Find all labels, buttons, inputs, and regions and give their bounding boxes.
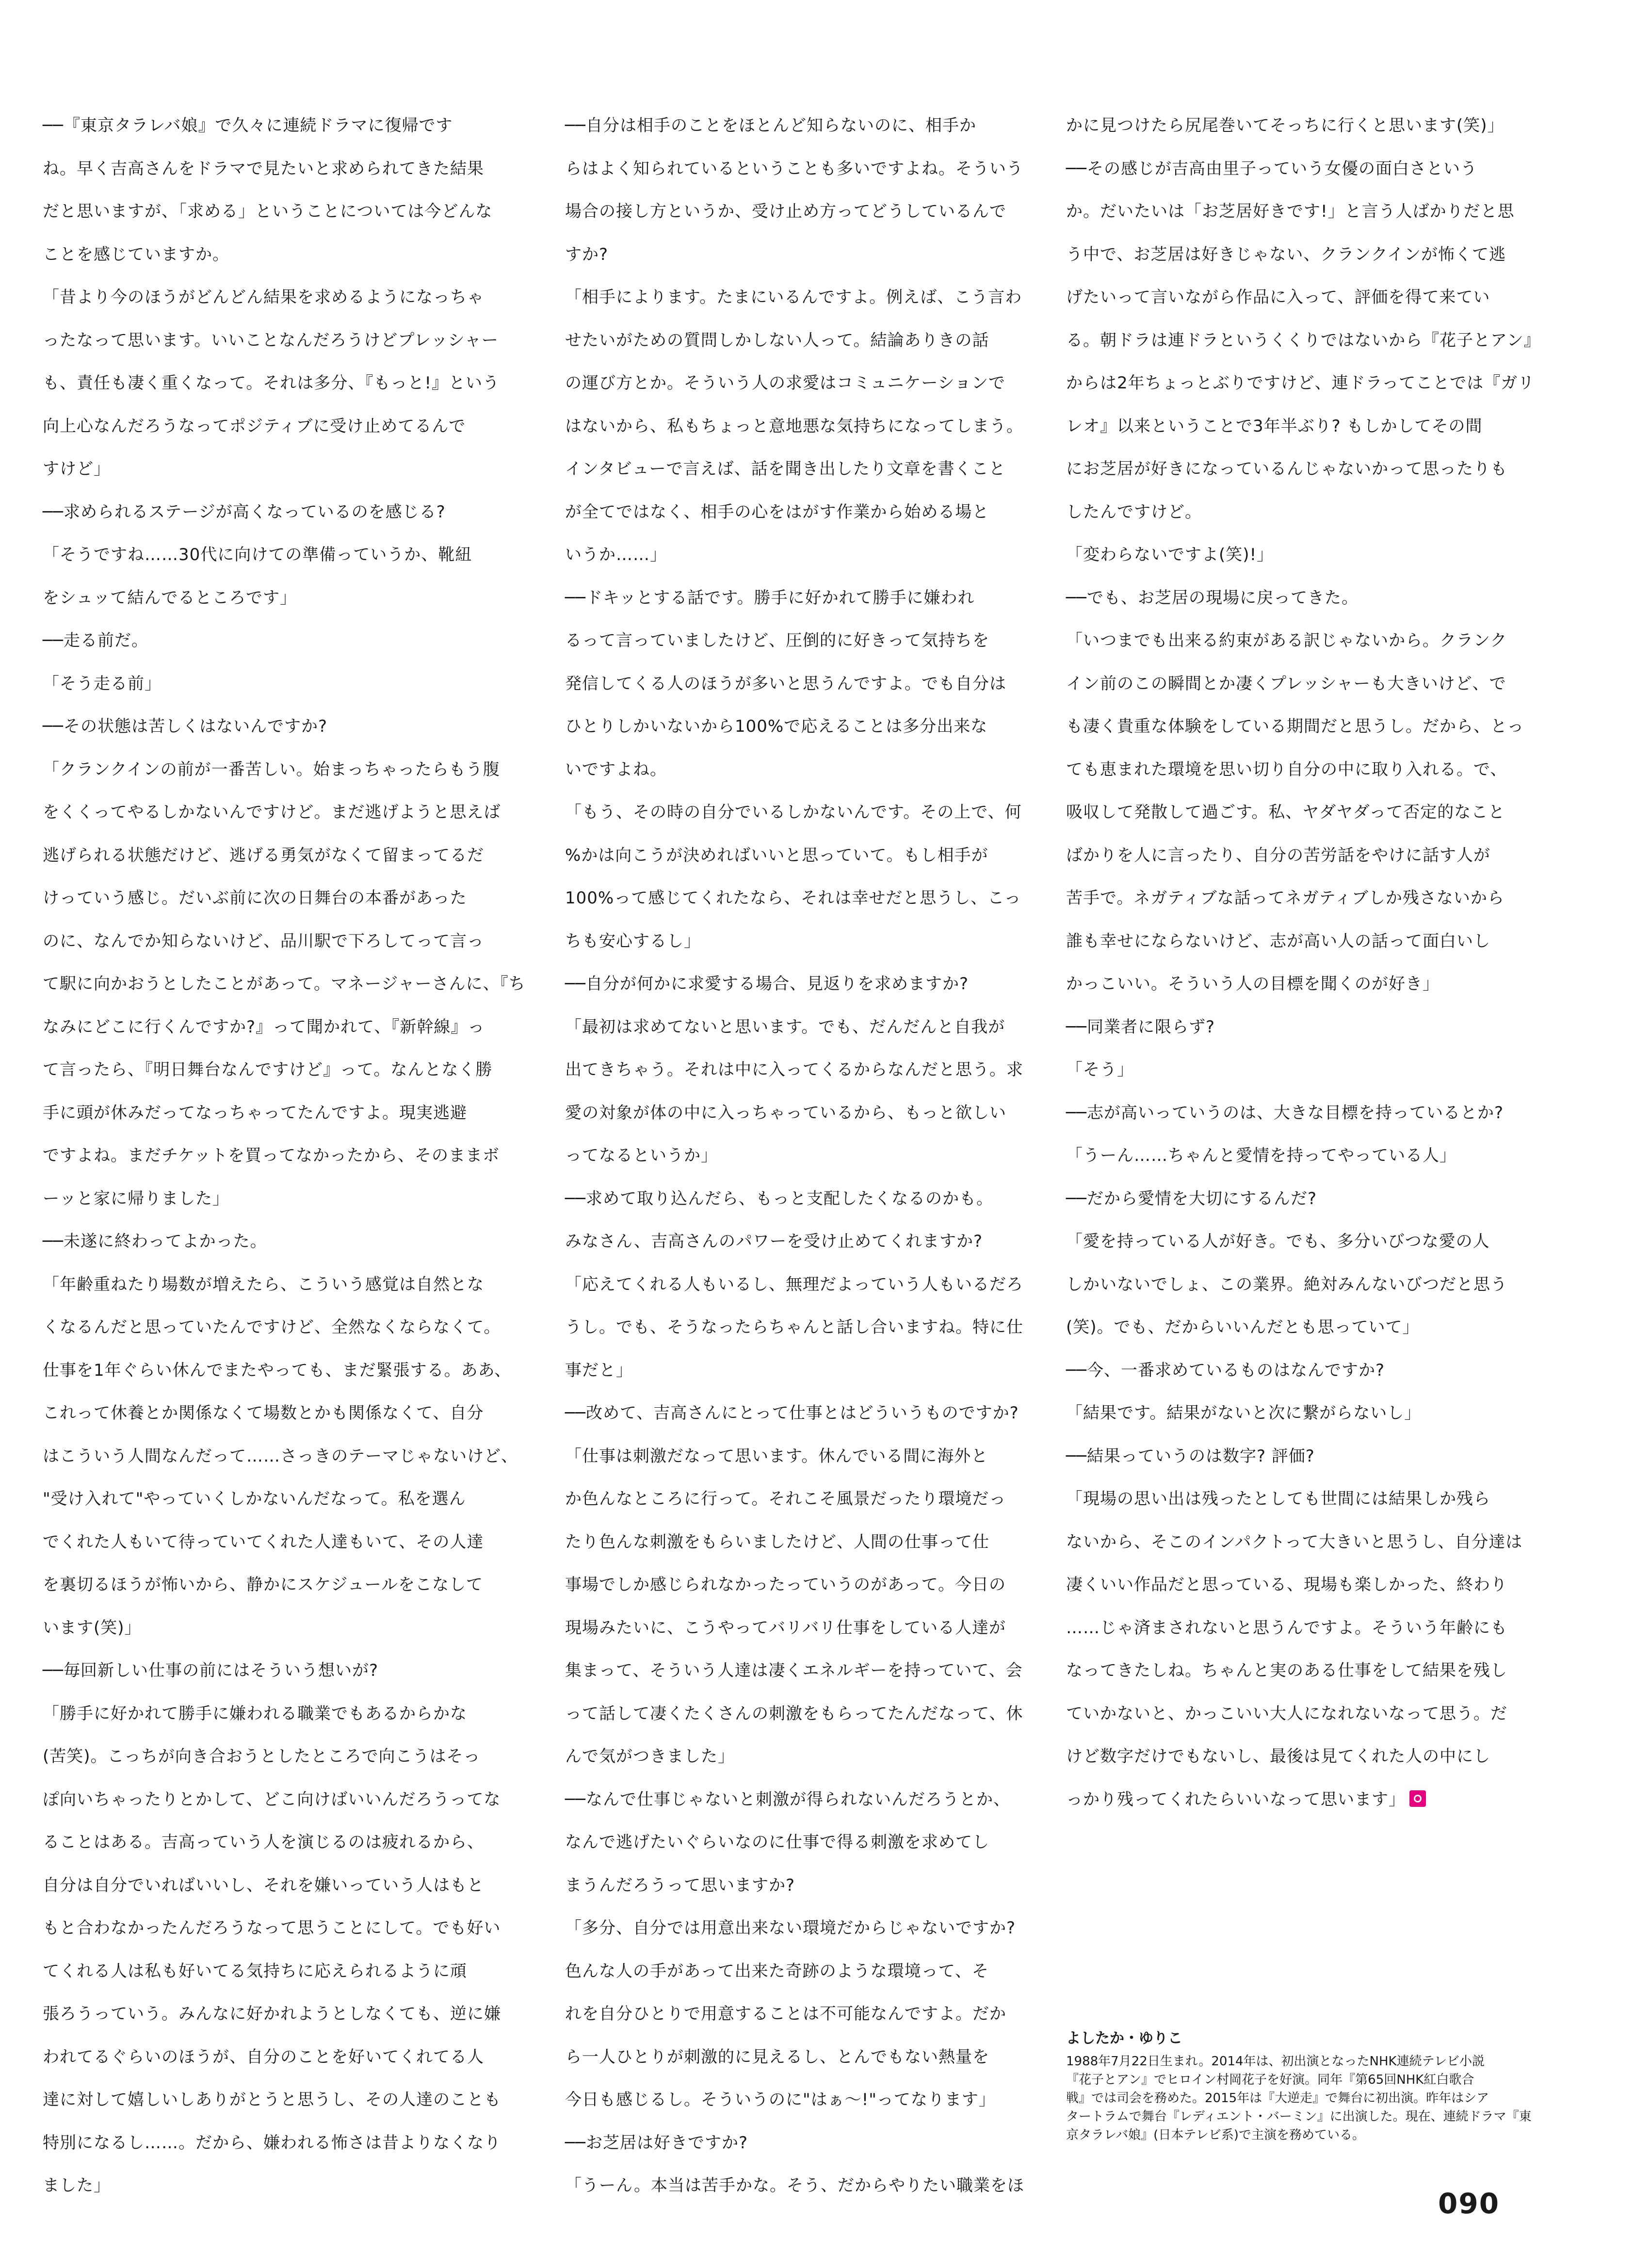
article-line: だと思いますが、「求める」ということについては今どんな xyxy=(43,202,493,221)
article-line: う中で、お芝居は好きじゃない、クランクインが怖くて逃 xyxy=(1066,244,1506,264)
article-line: いうか……」 xyxy=(565,545,667,564)
article-line: まうんだろうって思いますか? xyxy=(565,1875,795,1895)
article-line: んで気がつきました」 xyxy=(565,1747,735,1766)
article-line: 「結果です。結果がないと次に繋がらないし」 xyxy=(1066,1403,1422,1423)
article-line: 「相手によります。たまにいるんですよ。例えば、こう言わ xyxy=(565,288,1022,307)
article-line: 「愛を持っている人が好き。でも、多分いびつな愛の人 xyxy=(1066,1232,1490,1251)
article-line: 「最初は求めてないと思います。でも、だんだんと自我が xyxy=(565,1017,1005,1037)
article-line: 「昔より今のほうがどんどん結果を求めるようになっちゃ xyxy=(43,288,484,307)
article-line: 愛の対象が体の中に入っちゃっているから、もっと欲しい xyxy=(565,1103,1006,1123)
article-line: かに見つけたら尻尾巻いてそっちに行くと思います(笑)」 xyxy=(1066,116,1504,135)
article-line: ら一人ひとりが刺激的に見えるし、とんでもない熱量を xyxy=(565,2047,989,2067)
article-line: なみにどこに行くんですか?』って聞かれて、『新幹線』っ xyxy=(43,1017,485,1037)
article-line: ました」 xyxy=(43,2176,111,2195)
profile-text xyxy=(1066,2052,1532,2144)
article-line: (笑)。でも、だからいいんだとも思っていて」 xyxy=(1066,1318,1420,1337)
article-line: 仕事を1年ぐらい休んでまたやっても、まだ緊張する。ああ、 xyxy=(43,1360,512,1380)
article-line: ──なんで仕事じゃないと刺激が得られないんだろうとか、 xyxy=(565,1789,1010,1809)
article-column-3 xyxy=(1066,104,1541,1821)
article-line: 発信してくる人のほうが多いと思うんですよ。でも自分は xyxy=(565,674,1006,693)
article-line: って話して凄くたくさんの刺激をもらってたんだなって、休 xyxy=(565,1704,1023,1723)
article-line: 「クランクインの前が一番苦しい。始まっちゃったらもう腹 xyxy=(43,759,500,779)
article-line: ──自分は相手のことをほとんど知らないのに、相手か xyxy=(565,116,976,135)
article-line: でくれた人もいて待っていてくれた人達もいて、その人達 xyxy=(43,1532,484,1552)
article-line: るって言っていましたけど、圧倒的に好きって気持ちを xyxy=(565,631,989,650)
article-line: 「仕事は刺激だなって思います。休んでいる間に海外と xyxy=(565,1446,988,1466)
page-number: 090 xyxy=(1438,2187,1500,2220)
article-line: ──その感じが吉高由里子っていう女優の面白さという xyxy=(1066,159,1477,178)
article-line: 事だと」 xyxy=(565,1360,633,1380)
article-line: なってきたしね。ちゃんと実のある仕事をして結果を残し xyxy=(1066,1661,1507,1680)
article-line: ──走る前だ。 xyxy=(43,631,148,650)
article-line: 集まって、そういう人達は凄くエネルギーを持っていて、会 xyxy=(565,1661,1023,1680)
article-line: もと合わなかったんだろうなって思うことにして。でも好い xyxy=(43,1918,501,1938)
article-line: ──でも、お芝居の現場に戻ってきた。 xyxy=(1066,588,1359,608)
article-line: すか? xyxy=(565,244,609,264)
article-line: ていかないと、かっこいい大人になれないなって思う。だ xyxy=(1066,1704,1507,1723)
profile-box xyxy=(1066,2027,1532,2144)
article-line: か色んなところに行って。それこそ風景だったり環境だっ xyxy=(565,1489,1006,1509)
profile-line: 1988年7月22日生まれ。2014年は、初出演となったNHK連続テレビ小説 xyxy=(1066,2054,1485,2069)
article-line: けど数字だけでもないし、最後は見てくれた人の中にし xyxy=(1066,1747,1490,1766)
article-column-2 xyxy=(565,104,1031,2207)
article-line: の運び方とか。そういう人の求愛はコミュニケーションで xyxy=(565,373,1005,393)
article-line: て駅に向かおうとしたことがあって。マネージャーさんに、『ち xyxy=(43,974,526,994)
article-line: にお芝居が好きになっているんじゃないかって思ったりも xyxy=(1066,459,1507,479)
article-line: 「多分、自分では用意出来ない環境だからじゃないですか? xyxy=(565,1918,1016,1938)
article-line: "受け入れて"やっていくしかないんだなって。私を選ん xyxy=(43,1489,466,1509)
article-line: 凄くいい作品だと思っている、現場も楽しかった、終わり xyxy=(1066,1575,1507,1594)
article-line: 苦手で。ネガティブな話ってネガティブしか残さないから xyxy=(1066,888,1504,908)
article-line: 特別になるし……。だから、嫌われる怖さは昔よりなくなり xyxy=(43,2133,501,2153)
article-line: を裏切るほうが怖いから、静かにスケジュールをこなして xyxy=(43,1575,483,1594)
article-line: われてるぐらいのほうが、自分のことを好いてくれてる人 xyxy=(43,2047,484,2067)
article-line: 逃げられる状態だけど、逃げる勇気がなくて留まってるだ xyxy=(43,845,484,865)
article-line: 「もう、その時の自分でいるしかないんです。その上で、何 xyxy=(565,803,1022,822)
article-line: 事場でしか感じられなかったっていうのがあって。今日の xyxy=(565,1575,1006,1594)
profile-line: 『花子とアン』でヒロイン村岡花子を好演。同年『第65回NHK紅白歌合 xyxy=(1066,2073,1474,2087)
article-line: ──ドキッとする話です。勝手に好かれて勝手に嫌われ xyxy=(565,588,975,608)
article-line: のに、なんでか知らないけど、品川駅で下ろしてって言っ xyxy=(43,931,484,951)
article-line: 向上心なんだろうなってポジティブに受け止めてるんで xyxy=(43,416,466,436)
article-line: 今日も感じるし。そういうのに"はぁ〜!"ってなります」 xyxy=(565,2090,996,2109)
article-line: ちも安心するし」 xyxy=(565,931,701,951)
article-line: が全てではなく、相手の心をはがす作業から始める場と xyxy=(565,502,989,522)
article-line: っかり残ってくれたらいいなって思います」 xyxy=(1066,1778,1532,1821)
article-line: る。朝ドラは連ドラというくくりではないから『花子とアン』 xyxy=(1066,330,1541,350)
article-column-1 xyxy=(43,104,526,2207)
article-line: 「うーん。本当は苦手かな。そう、だからやりたい職業をほ xyxy=(565,2176,1025,2195)
article-line: はこういう人間なんだって……さっきのテーマじゃないけど、 xyxy=(43,1446,518,1466)
article-line: いですよね。 xyxy=(565,759,667,779)
article-line: ──求めて取り込んだら、もっと支配したくなるのかも。 xyxy=(565,1189,993,1208)
article-line: れを自分ひとりで用意することは不可能なんですよ。だか xyxy=(565,2004,1006,2024)
article-line: ってなるというか」 xyxy=(565,1146,718,1165)
article-line: 「勝手に好かれて勝手に嫌われる職業でもあるからかな xyxy=(43,1704,467,1723)
article-line: ことを感じていますか。 xyxy=(43,244,229,264)
article-line: ね。早く吉高さんをドラマで見たいと求められてきた結果 xyxy=(43,159,484,178)
article-line: ──その状態は苦しくはないんですか? xyxy=(43,717,327,736)
article-line: も、責任も凄く重くなって。それは多分、『もっと!』という xyxy=(43,373,500,393)
article-line: 手に頭が休みだってなっちゃってたんですよ。現実逃避 xyxy=(43,1103,467,1123)
article-line: うし。でも、そうなったらちゃんと話し合いますね。特に仕 xyxy=(565,1318,1023,1337)
article-line: したんですけど。 xyxy=(1066,502,1202,522)
article-line: %かは向こうが決めればいいと思っていて。もし相手が xyxy=(565,845,988,865)
profile-line: 京タラレバ娘』(日本テレビ系)で主演を務めている。 xyxy=(1066,2128,1365,2142)
article-line: 「そう走る前」 xyxy=(43,674,162,693)
article-line: ることはある。吉高っていう人を演じるのは疲れるから、 xyxy=(43,1833,484,1852)
article-line: 100%って感じてくれたなら、それは幸せだと思うし、こっ xyxy=(565,888,1021,908)
article-line: 「そう」 xyxy=(1066,1060,1134,1079)
article-line: インタビューで言えば、話を聞き出したり文章を書くこと xyxy=(565,459,1006,479)
article-line: 色んな人の手があって出来た奇跡のような環境って、そ xyxy=(565,1961,989,1981)
article-line: 場合の接し方というか、受け止め方ってどうしているんで xyxy=(565,202,1006,221)
article-line: 自分は自分でいればいいし、それを嫌いっていう人はもと xyxy=(43,1875,484,1895)
article-line: ひとりしかいないから100%で応えることは多分出来な xyxy=(565,717,988,736)
article-line: 吸収して発散して過ごす。私、ヤダヤダって否定的なこと xyxy=(1066,803,1505,822)
article-line: かっこいい。そういう人の目標を聞くのが好き」 xyxy=(1066,974,1440,994)
article-line: ーッと家に帰りました」 xyxy=(43,1189,229,1208)
article-line: 「応えてくれる人もいるし、無理だよっていう人もいるだろ xyxy=(565,1274,1023,1294)
article-line: 出てきちゃう。それは中に入ってくるからなんだと思う。求 xyxy=(565,1060,1023,1079)
article-line: も凄く貴重な体験をしている期間だと思うし。だから、とっ xyxy=(1066,717,1524,736)
article-line: けっていう感じ。だいぶ前に次の日舞台の本番があった xyxy=(43,888,467,908)
article-line: 「現場の思い出は残ったとしても世間には結果しか残ら xyxy=(1066,1489,1490,1509)
article-line: います(笑)」 xyxy=(43,1618,142,1638)
article-line: イン前のこの瞬間とか凄くプレッシャーも大きいけど、で xyxy=(1066,674,1506,693)
article-line: しかいないでしょ、この業界。絶対みんないびつだと思う xyxy=(1066,1274,1507,1294)
article-line: 誰も幸せにならないけど、志が高い人の話って面白いし xyxy=(1066,931,1490,951)
article-line: はないから、私もちょっと意地悪な気持ちになってしまう。 xyxy=(565,416,1023,436)
article-line: 「うーん……ちゃんと愛情を持ってやっている人」 xyxy=(1066,1146,1456,1165)
article-line: ──未遂に終わってよかった。 xyxy=(43,1232,267,1251)
profile-line: 戦』では司会を務めた。2015年は『大逆走』で舞台に初出演。昨年はシア xyxy=(1066,2091,1489,2106)
article-line: をくくってやるしかないんですけど。まだ逃げようと思えば xyxy=(43,803,501,822)
article-line: みなさん、吉高さんのパワーを受け止めてくれますか? xyxy=(565,1232,983,1251)
article-line: レオ』以来ということで3年半ぶり? もしかしてその間 xyxy=(1066,416,1483,436)
article-line: てくれる人は私も好いてる気持ちに応えられるように頑 xyxy=(43,1961,467,1981)
article-line: これって休養とか関係なくて場数とかも関係なくて、自分 xyxy=(43,1403,484,1423)
article-line: せたいがための質問しかしない人って。結論ありきの話 xyxy=(565,330,989,350)
article-line: ばかりを人に言ったり、自分の苦労話をやけに話す人が xyxy=(1066,845,1490,865)
article-line: 「年齢重ねたり場数が増えたら、こういう感覚は自然とな xyxy=(43,1274,484,1294)
article-line: げたいって言いながら作品に入って、評価を得て来てい xyxy=(1066,288,1490,307)
article-line: すけど」 xyxy=(43,459,111,479)
article-line: ……じゃ済まされないと思うんですよ。そういう年齢にも xyxy=(1066,1618,1507,1638)
article-line: 「変わらないですよ(笑)!」 xyxy=(1066,545,1274,564)
article-line: (苦笑)。こっちが向き合おうとしたところで向こうはそっ xyxy=(43,1747,481,1766)
article-line: 現場みたいに、こうやってバリバリ仕事をしている人達が xyxy=(565,1618,1006,1638)
article-line: ──毎回新しい仕事の前にはそういう想いが? xyxy=(43,1661,378,1680)
article-line: なんで逃げたいぐらいなのに仕事で得る刺激を求めてし xyxy=(565,1833,989,1852)
article-line: ないから、そこのインパクトって大きいと思うし、自分達は xyxy=(1066,1532,1523,1552)
article-line: ──志が高いっていうのは、大きな目標を持っているとか? xyxy=(1066,1103,1504,1123)
article-line: 達に対して嬉しいしありがとうと思うし、その人達のことも xyxy=(43,2090,501,2109)
article-line: ──だから愛情を大切にするんだ? xyxy=(1066,1189,1317,1208)
article-line: ──結果っていうのは数字? 評価? xyxy=(1066,1446,1315,1466)
article-line: たり色んな刺激をもらいましたけど、人間の仕事って仕 xyxy=(565,1532,989,1552)
profile-line: タートラムで舞台『レディエント・バーミン』に出演した。現在、連続ドラマ『東 xyxy=(1066,2109,1532,2124)
article-line: 「そうですね……30代に向けての準備っていうか、靴紐 xyxy=(43,545,472,564)
article-line: ったなって思います。いいことなんだろうけどプレッシャー xyxy=(43,330,499,350)
article-line: ──改めて、吉高さんにとって仕事とはどういうものですか? xyxy=(565,1403,1019,1423)
article-line: くなるんだと思っていたんですけど、全然なくならなくて。 xyxy=(43,1318,501,1337)
article-line: か。だいたいは「お芝居好きです!」と言う人ばかりだと思 xyxy=(1066,202,1515,221)
article-line: て言ったら、『明日舞台なんですけど』って。なんとなく勝 xyxy=(43,1060,493,1079)
article-line: からは2年ちょっとぶりですけど、連ドラってことでは『ガリ xyxy=(1066,373,1535,393)
article-line: 張ろうっていう。みんなに好かれようとしなくても、逆に嫌 xyxy=(43,2004,501,2024)
article-line: ですよね。まだチケットを買ってなかったから、そのままボ xyxy=(43,1146,500,1165)
article-line: ──同業者に限らず? xyxy=(1066,1017,1215,1037)
end-mark-icon xyxy=(1409,1790,1426,1807)
article-line: ても恵まれた環境を思い切り自分の中に取り入れる。で、 xyxy=(1066,759,1507,779)
article-line: をシュッて結んでるところです」 xyxy=(43,588,297,608)
article-line: ──求められるステージが高くなっているのを感じる? xyxy=(43,502,446,522)
article-line: らはよく知られているということも多いですよね。そういう xyxy=(565,159,1023,178)
profile-name: よしたか・ゆりこ xyxy=(1066,2030,1182,2047)
article-line: ──『東京タラレバ娘』で久々に連続ドラマに復帰です xyxy=(43,116,453,135)
article-line: ぽ向いちゃったりとかして、どこ向けばいいんだろうってな xyxy=(43,1789,501,1809)
article-line: 「いつまでも出来る約束がある訳じゃないから。クランク xyxy=(1066,631,1507,650)
article-line: ──自分が何かに求愛する場合、見返りを求めますか? xyxy=(565,974,969,994)
article-line: ──お芝居は好きですか? xyxy=(565,2133,748,2153)
article-line: ──今、一番求めているものはなんですか? xyxy=(1066,1360,1385,1380)
